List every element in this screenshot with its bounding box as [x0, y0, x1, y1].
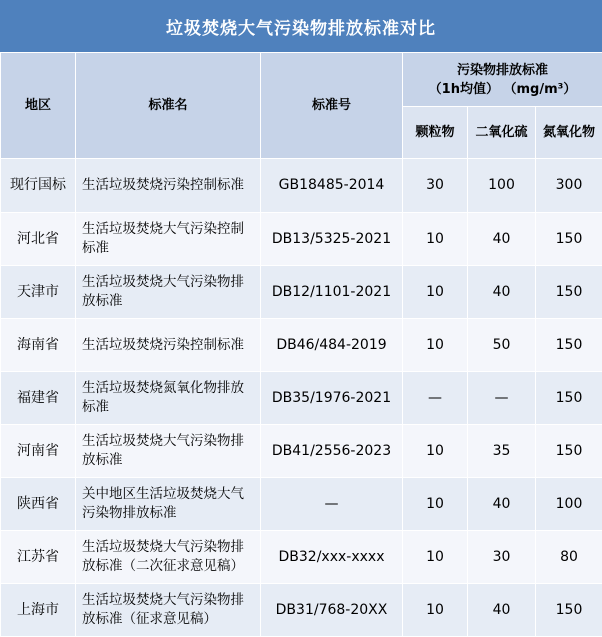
cell-so2: 40	[468, 266, 536, 319]
table-row	[1, 159, 602, 213]
header-standard-name: 标准名	[76, 53, 261, 159]
table-row	[1, 584, 602, 637]
cell-standard-number: DB31/768-20XX	[261, 584, 403, 637]
cell-standard-name: 生活垃圾焚烧大气污染物排放标准	[76, 266, 261, 319]
cell-so2: 30	[468, 531, 536, 584]
cell-region: 河北省	[1, 213, 76, 266]
header-region: 地区	[1, 53, 76, 159]
cell-region: 天津市	[1, 266, 76, 319]
cell-so2: 100	[468, 159, 536, 213]
cell-pm: —	[403, 372, 468, 425]
header-so2: 二氧化硫	[468, 107, 536, 159]
table-row	[1, 531, 602, 584]
cell-region: 陕西省	[1, 478, 76, 531]
cell-standard-number: DB46/484-2019	[261, 319, 403, 372]
cell-standard-number: DB13/5325-2021	[261, 213, 403, 266]
cell-so2: 40	[468, 478, 536, 531]
header-pm: 颗粒物	[403, 107, 468, 159]
cell-so2: 40	[468, 213, 536, 266]
cell-standard-name: 生活垃圾焚烧氮氧化物排放标准	[76, 372, 261, 425]
cell-nox: 80	[536, 531, 602, 584]
cell-standard-number: DB32/xxx-xxxx	[261, 531, 403, 584]
cell-standard-name: 生活垃圾焚烧大气污染物排放标准（征求意见稿）	[76, 584, 261, 637]
cell-nox: 300	[536, 159, 602, 213]
cell-pm: 10	[403, 584, 468, 637]
cell-nox: 150	[536, 372, 602, 425]
cell-nox: 150	[536, 425, 602, 478]
cell-standard-number: DB12/1101-2021	[261, 266, 403, 319]
cell-nox: 150	[536, 213, 602, 266]
table-row	[1, 478, 602, 531]
cell-standard-number: —	[261, 478, 403, 531]
cell-so2: —	[468, 372, 536, 425]
cell-nox: 150	[536, 266, 602, 319]
cell-standard-name: 生活垃圾焚烧污染控制标准	[76, 159, 261, 213]
table-row	[1, 266, 602, 319]
cell-region: 现行国标	[1, 159, 76, 213]
cell-standard-name: 关中地区生活垃圾焚烧大气污染物排放标准	[76, 478, 261, 531]
cell-pm: 10	[403, 531, 468, 584]
table-row	[1, 425, 602, 478]
table-row	[1, 319, 602, 372]
cell-region: 江苏省	[1, 531, 76, 584]
cell-pm: 10	[403, 319, 468, 372]
cell-nox: 150	[536, 319, 602, 372]
cell-nox: 100	[536, 478, 602, 531]
cell-standard-name: 生活垃圾焚烧污染控制标准	[76, 319, 261, 372]
header-standard-number: 标准号	[261, 53, 403, 159]
cell-nox: 150	[536, 584, 602, 637]
cell-so2: 40	[468, 584, 536, 637]
header-nox: 氮氧化物	[536, 107, 602, 159]
cell-region: 上海市	[1, 584, 76, 637]
cell-pm: 30	[403, 159, 468, 213]
table-row	[1, 213, 602, 266]
header-emission-limits	[403, 53, 602, 107]
cell-region: 河南省	[1, 425, 76, 478]
cell-standard-name: 生活垃圾焚烧大气污染物排放标准（二次征求意见稿）	[76, 531, 261, 584]
cell-region: 福建省	[1, 372, 76, 425]
cell-standard-name: 生活垃圾焚烧大气污染物排放标准	[76, 425, 261, 478]
cell-region: 海南省	[1, 319, 76, 372]
standards-table	[0, 52, 602, 637]
cell-pm: 10	[403, 425, 468, 478]
table-row	[1, 372, 602, 425]
cell-standard-number: DB41/2556-2023	[261, 425, 403, 478]
cell-standard-number: DB35/1976-2021	[261, 372, 403, 425]
cell-so2: 50	[468, 319, 536, 372]
cell-pm: 10	[403, 266, 468, 319]
cell-pm: 10	[403, 213, 468, 266]
header-emission-limits-unit: （1h均值） （mg/m³）	[407, 80, 598, 99]
cell-so2: 35	[468, 425, 536, 478]
header-emission-limits-line1: 污染物排放标准	[407, 61, 598, 80]
cell-standard-number: GB18485-2014	[261, 159, 403, 213]
cell-pm: 10	[403, 478, 468, 531]
page-title: 垃圾焚烧大气污染物排放标准对比	[0, 0, 602, 52]
cell-standard-name: 生活垃圾焚烧大气污染控制标准	[76, 213, 261, 266]
